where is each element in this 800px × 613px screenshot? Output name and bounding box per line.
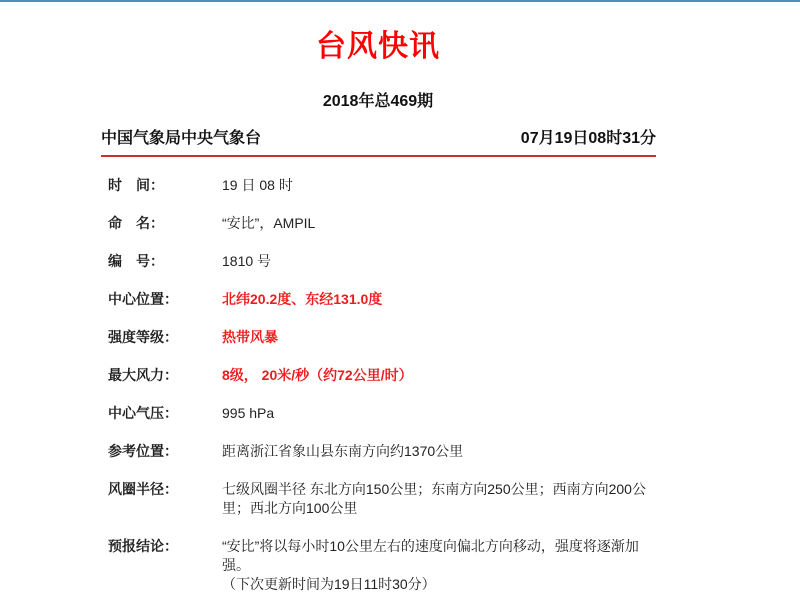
field-value: 距离浙江省象山县东南方向约1370公里	[222, 443, 464, 459]
field-center-position	[108, 290, 668, 309]
field-max-wind	[108, 366, 668, 385]
issue-number: 2018年总469期	[322, 93, 434, 110]
field-label: 编 号：	[108, 253, 164, 269]
field-value: 995 hPa	[222, 405, 275, 421]
field-label: 中心气压：	[108, 405, 178, 421]
field-value: 1810 号	[222, 253, 272, 269]
field-label: 预报结论：	[108, 538, 178, 554]
field-forecast	[108, 537, 668, 594]
field-pressure	[108, 404, 668, 423]
field-value: 19 日 08 时	[222, 177, 293, 193]
field-label: 最大风力：	[108, 367, 178, 383]
next-update-text: （下次更新时间为19日11时30分）	[222, 576, 436, 592]
field-value: “安比”，AMPIL	[222, 215, 316, 231]
field-value: 8级， 20米/秒（约72公里/时）	[222, 367, 413, 383]
field-name	[108, 214, 668, 233]
field-label: 命 名：	[108, 215, 164, 231]
bulletin-header	[101, 129, 656, 157]
field-value: 北纬20.2度、东经131.0度	[222, 291, 383, 307]
field-label: 风圈半径：	[108, 481, 178, 497]
forecast-text: “安比”将以每小时10公里左右的速度向偏北方向移动，强度将逐渐加强。	[222, 538, 639, 573]
field-value: 七级风圈半径 东北方向150公里；东南方向250公里；西南方向200公里；西北方向100公里	[222, 481, 646, 516]
field-number	[108, 252, 668, 271]
agency-name: 中国气象局中央气象台	[101, 130, 262, 147]
issue-datetime: 07月19日08时31分	[520, 130, 656, 147]
page-title: 台风快讯	[316, 30, 440, 63]
field-intensity	[108, 328, 668, 347]
field-value: 热带风暴	[222, 329, 278, 345]
field-reference-position	[108, 442, 668, 461]
typhoon-details	[108, 176, 668, 613]
field-label: 时 间：	[108, 177, 164, 193]
field-label: 参考位置：	[108, 443, 178, 459]
field-value	[222, 537, 662, 594]
field-time	[108, 176, 668, 195]
field-label: 中心位置：	[108, 291, 178, 307]
field-wind-radius	[108, 480, 668, 518]
field-label: 强度等级：	[108, 329, 178, 345]
